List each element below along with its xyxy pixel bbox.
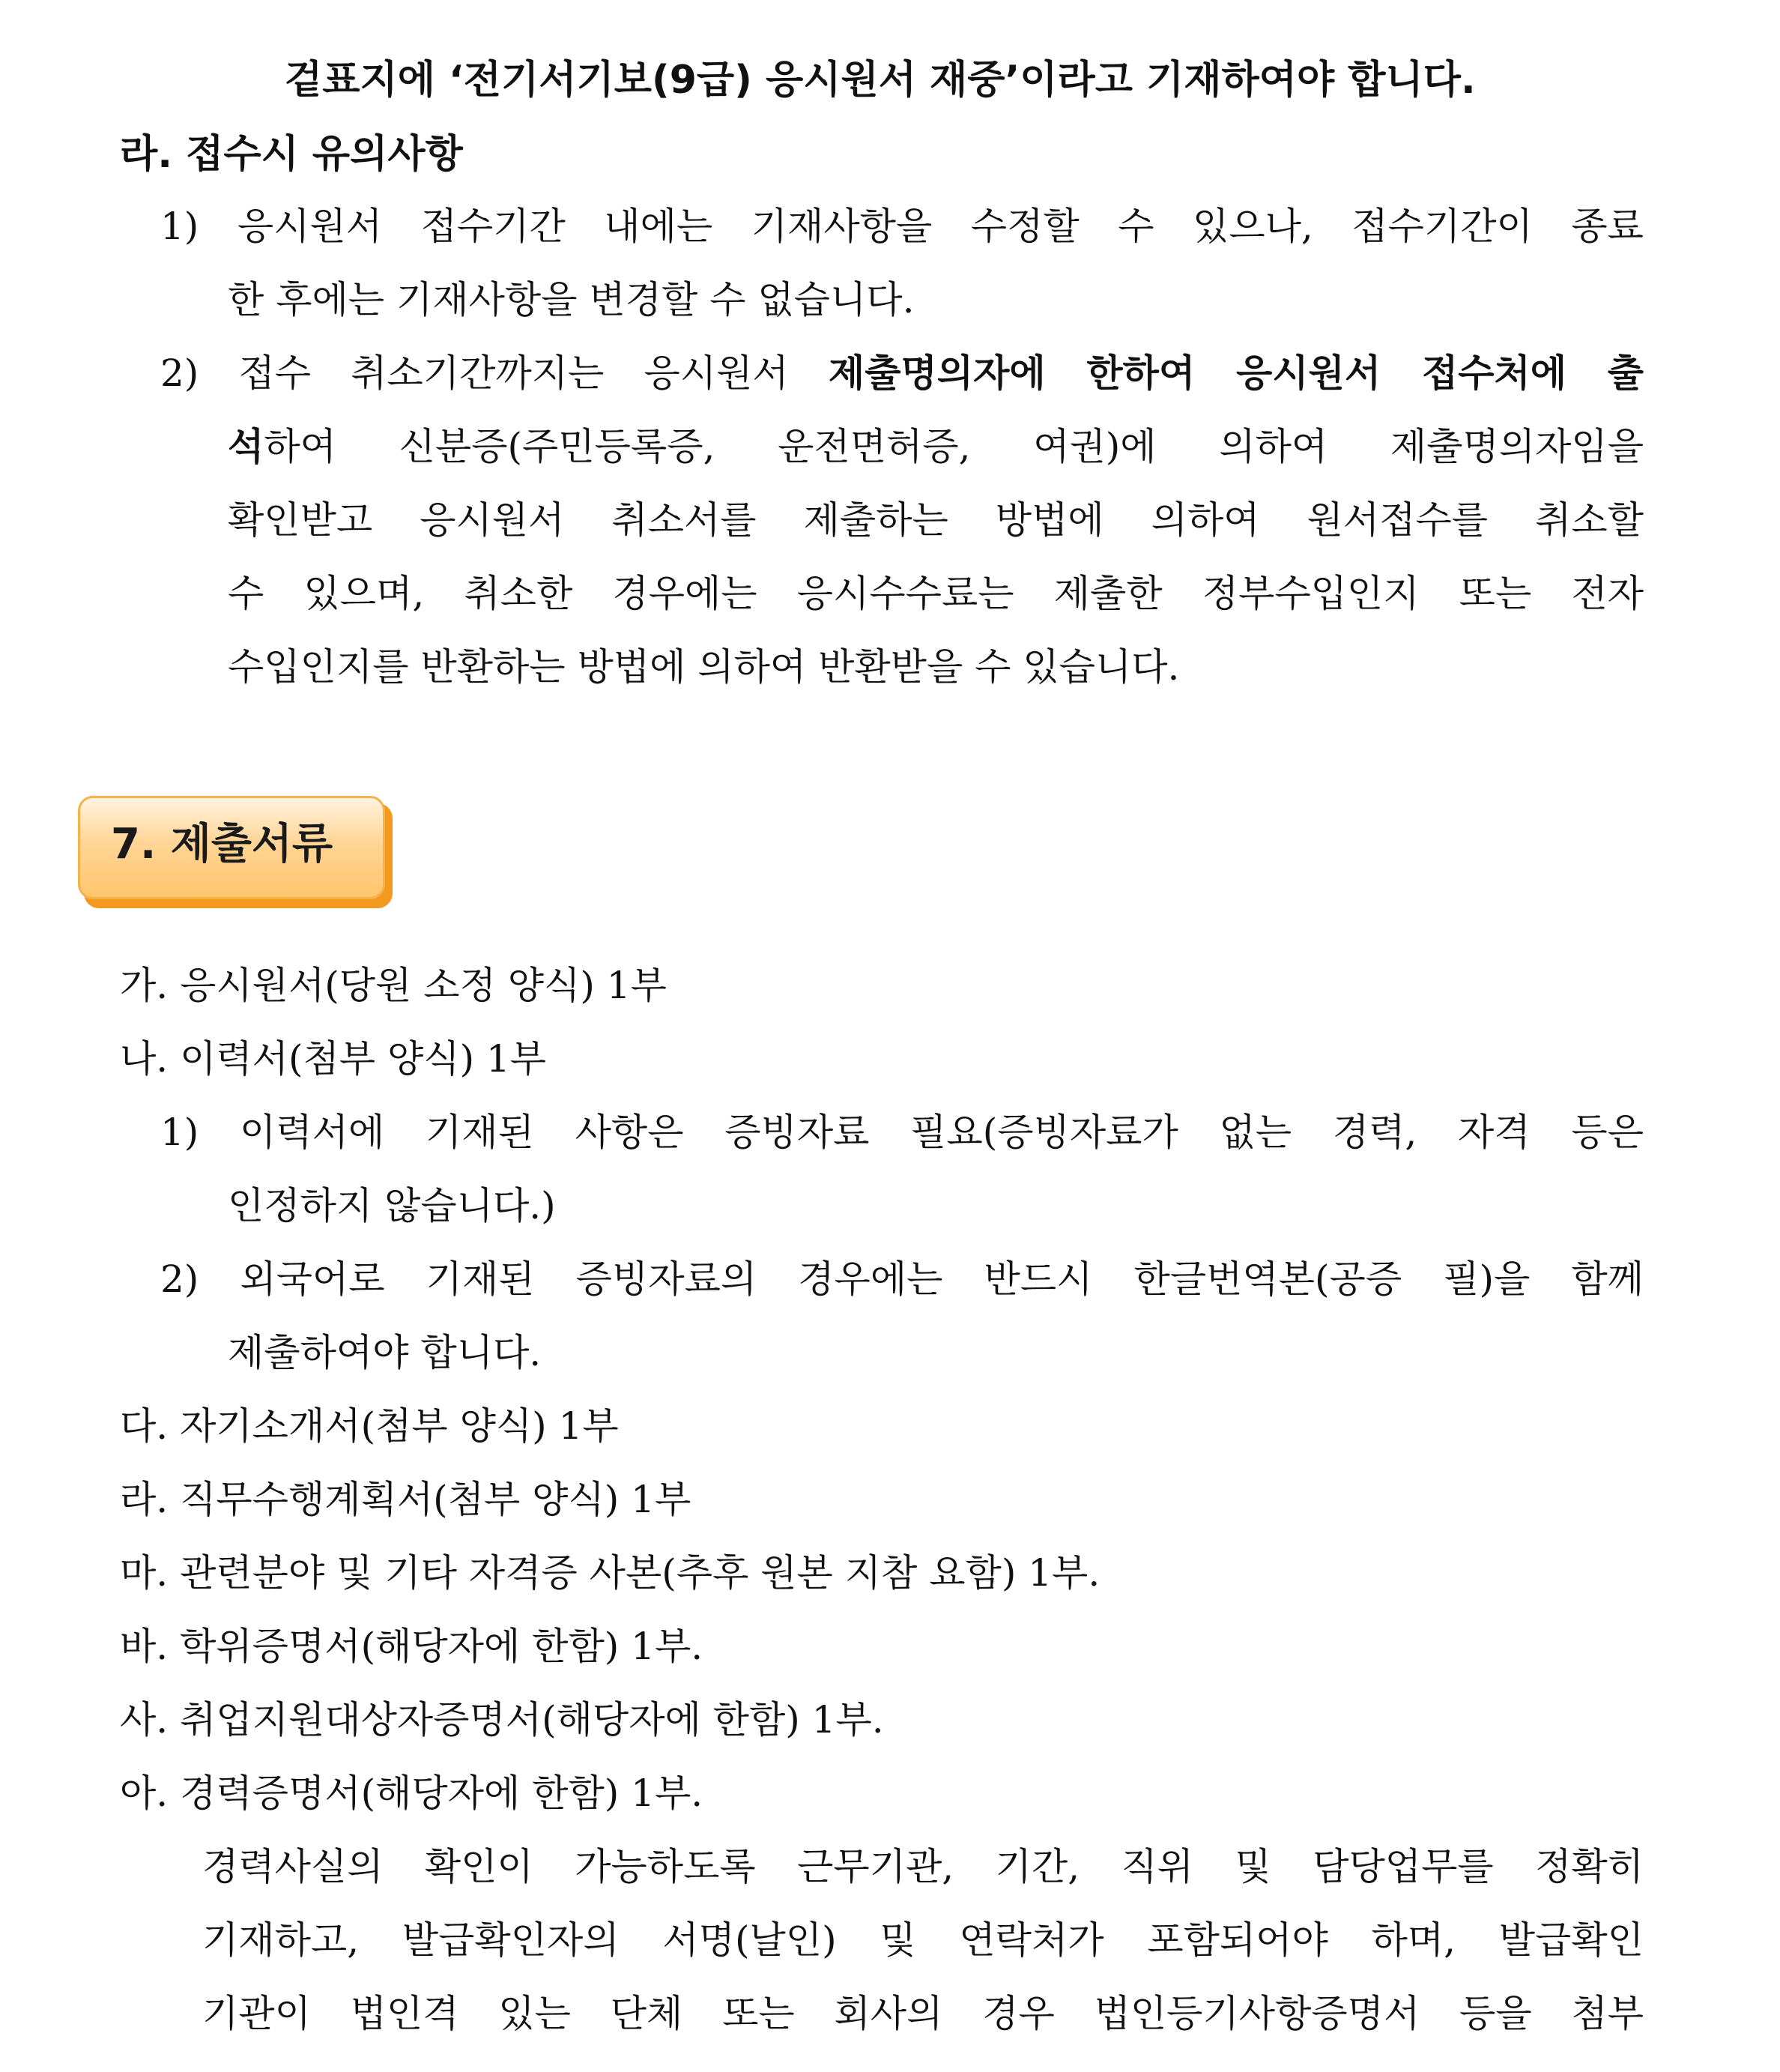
doc-item-ma: 마. 관련분야 및 기타 자격증 사본(추후 원본 지참 요함) 1부. — [120, 1551, 1101, 1595]
ra-item2-line3: 확인받고 응시원서 취소서를 제출하는 방법에 의하여 원서접수를 취소할 — [228, 498, 1644, 542]
ra-item2-emphasis-cont: 석 — [228, 425, 264, 468]
na-sub2-line1: 2) 외국어로 기재된 증빙자료의 경우에는 반드시 한글번역본(공증 필)을 함께 — [160, 1257, 1644, 1301]
section-7-title: 7. 제출서류 — [111, 820, 333, 869]
doc-item-ba: 바. 학위증명서(해당자에 한함) 1부. — [120, 1625, 703, 1668]
ra-item1-line2: 한 후에는 기재사항을 변경할 수 없습니다. — [228, 278, 915, 321]
ra-item2-line2 — [228, 424, 1644, 469]
section-7-title-box — [78, 796, 393, 908]
ra-item1-line1: 1) 응시원서 접수기간 내에는 기재사항을 수정할 수 있으나, 접수기간이 종료 — [160, 205, 1644, 248]
na-sub1-line1: 1) 이력서에 기재된 사항은 증빙자료 필요(증빙자료가 없는 경력, 자격 등은 — [160, 1111, 1644, 1154]
ra-item2-emphasis: 제출명의자에 한하여 응시원서 접수처에 출 — [828, 351, 1644, 395]
doc-item-ra: 라. 직무수행계획서(첨부 양식) 1부 — [120, 1478, 691, 1521]
doc-item-da: 다. 자기소개서(첨부 양식) 1부 — [120, 1404, 619, 1448]
ra-item2-line5: 수입인지를 반환하는 방법에 의하여 반환받을 수 있습니다. — [228, 645, 1180, 689]
a-note-line2: 기재하고, 발급확인자의 서명(날인) 및 연락처가 포함되어야 하며, 발급확인 — [202, 1918, 1644, 1962]
ra-item2-line1 — [160, 351, 1644, 396]
doc-item-a: 아. 경력증명서(해당자에 한함) 1부. — [120, 1772, 703, 1815]
na-sub2-line2: 제출하여야 합니다. — [228, 1331, 542, 1374]
ra-item2-text-cont: 하여 신분증(주민등록증, 운전면허증, 여권)에 의하여 제출명의자임을 — [264, 425, 1644, 468]
ra-item2-line4: 수 있으며, 취소한 경우에는 응시수수료는 제출한 정부수입인지 또는 전자 — [228, 572, 1644, 615]
a-note-line3: 기관이 법인격 있는 단체 또는 회사의 경우 법인등기사항증명서 등을 첨부 — [202, 1992, 1644, 2035]
doc-item-sa: 사. 취업지원대상자증명서(해당자에 한함) 1부. — [120, 1698, 884, 1742]
doc-item-ga: 가. 응시원서(당원 소정 양식) 1부 — [120, 964, 667, 1007]
na-sub1-line2: 인정하지 않습니다.) — [228, 1184, 556, 1227]
instruction-line: 겉표지에 ‘전기서기보(9급) 응시원서 재중’이라고 기재하여야 합니다. — [285, 58, 1476, 103]
ra-item2-text: 2) 접수 취소기간까지는 응시원서 — [160, 351, 829, 395]
section-heading-ra: 라. 접수시 유의사항 — [120, 132, 463, 177]
doc-item-na: 나. 이력서(첨부 양식) 1부 — [120, 1037, 547, 1081]
a-note-line1: 경력사실의 확인이 가능하도록 근무기관, 기간, 직위 및 담당업무를 정확히 — [202, 1845, 1644, 1888]
